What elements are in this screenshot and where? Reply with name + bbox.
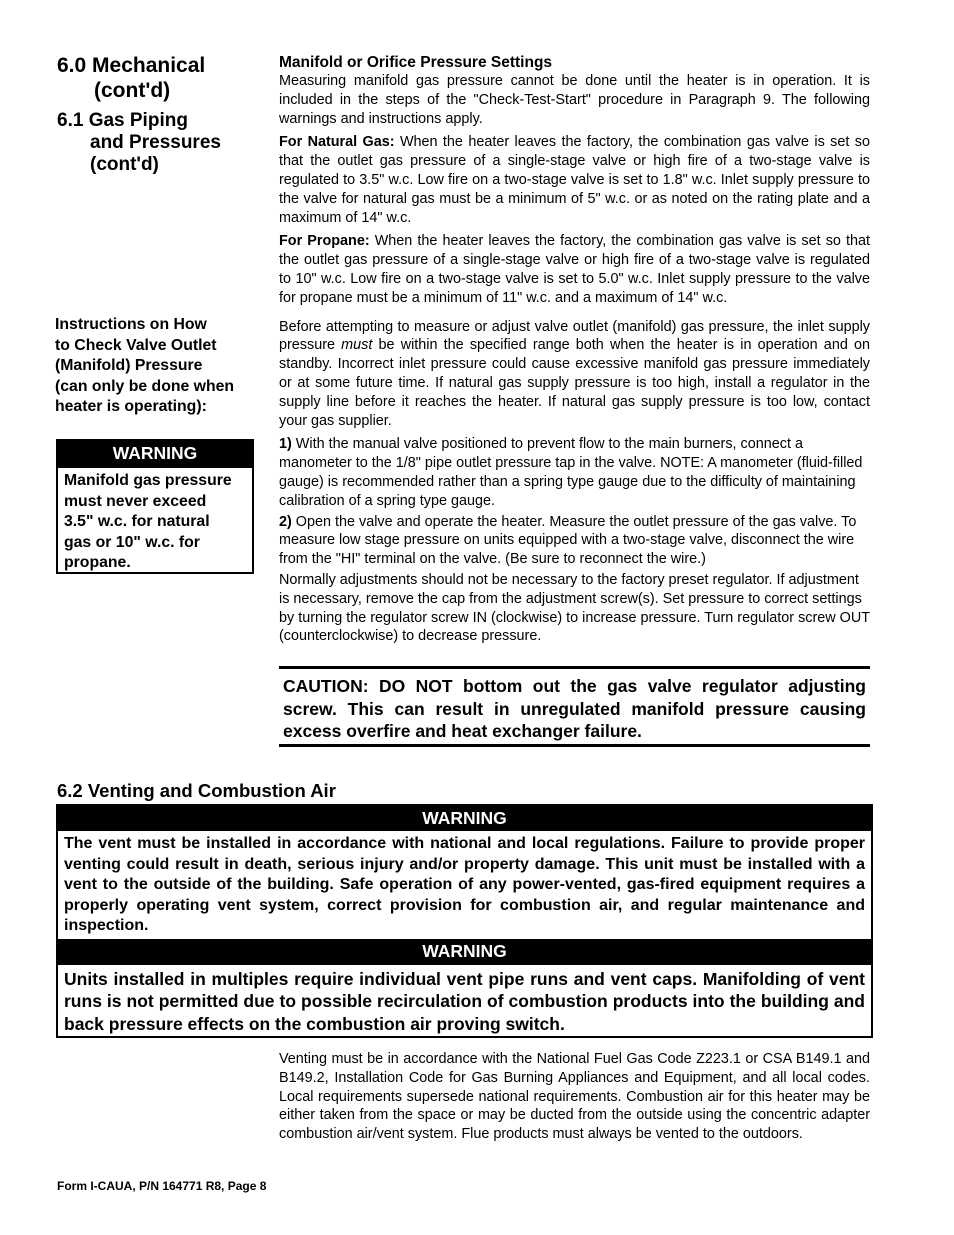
propane-paragraph bbox=[279, 232, 870, 307]
warning-label: WARNING bbox=[58, 441, 252, 466]
step-1 bbox=[279, 435, 870, 510]
section-heading-gas-piping bbox=[57, 110, 267, 176]
warning-line: Manifold gas pressure bbox=[64, 472, 232, 489]
before-text-a: Before attempting to measure or adjust valve outlet (manifold) gas pressure, the inlet supply pressure bbox=[279, 318, 870, 354]
warning-line: 3.5" w.c. for natural bbox=[64, 513, 210, 531]
natural-gas-text: When the heater leaves the factory, the combination gas valve is set so that the outlet gas pressure of a single-stage valve or high fire of a two-stage valve is regulated to 3.5" w.c. Low fire on a two-stage valve is set to 1.8" w.c. Inlet supply pressure to the valve for natural gas must be a minimum of 5" w.c. or as noted on the rating plate and a maximum of 14" w.c. bbox=[279, 134, 870, 226]
before-paragraph bbox=[279, 318, 870, 431]
manifold-title: Manifold or Orifice Pressure Settings bbox=[279, 54, 553, 71]
vent-warning-2-text: Units installed in multiples require individual vent pipe runs and vent caps. Manifolding of vent runs is not permitted due to possible recirculation of combustion products into the building and back pressure effects on the combustion air proving switch. bbox=[64, 968, 865, 1034]
vent-warning-1-label: WARNING bbox=[58, 806, 871, 831]
caution-box: CAUTION: DO NOT bottom out the gas valve regulator adjusting screw. This can result in unregulated manifold pressure causing excess overfire and heat exchanger failure. bbox=[279, 666, 870, 747]
before-emphasis: must bbox=[341, 337, 373, 354]
heading-line: (cont'd) bbox=[90, 154, 159, 175]
section-heading-mechanical bbox=[57, 53, 267, 103]
step-1-label: 1) bbox=[279, 436, 292, 453]
natural-gas-label: For Natural Gas: bbox=[279, 134, 395, 151]
natural-gas-paragraph bbox=[279, 133, 870, 227]
main-column bbox=[279, 53, 870, 651]
before-text-b: be within the specified range both when the heater is in operation and on standby. Incorrect inlet pressure could cause excessive manifold gas pressure immediately or at some future time. If natural gas supply pressure is too high, install a regulator in the supply line before it reaches the heater. If natural gas supply pressure is too low, contact your gas supplier. bbox=[279, 337, 870, 429]
heading-line: and Pressures bbox=[90, 132, 221, 153]
venting-heading: 6.2 Venting and Combustion Air bbox=[57, 780, 336, 801]
instructions-line: (Manifold) Pressure bbox=[55, 357, 203, 375]
heading-line: 6.0 Mechanical bbox=[57, 54, 206, 77]
instructions-line: to Check Valve Outlet bbox=[55, 336, 217, 354]
warning-line: propane. bbox=[64, 554, 131, 572]
step-2-text: Open the valve and operate the heater. Measure the outlet pressure of the gas valve. To measure low stage pressure on units equipped with a two-stage valve, disconnect the wire from the "HI" terminal on the valve. (Be sure to reconnect the wire.) bbox=[279, 513, 857, 568]
manifold-warning-box bbox=[56, 439, 254, 574]
propane-label: For Propane: bbox=[279, 233, 370, 250]
warning-line: gas or 10" w.c. for bbox=[64, 533, 200, 551]
instructions-line: heater is operating): bbox=[55, 398, 207, 416]
heading-line: (cont'd) bbox=[94, 79, 171, 102]
step-2 bbox=[279, 513, 870, 569]
venting-body: Venting must be in accordance with the National Fuel Gas Code Z223.1 or CSA B149.1 and B149.2, Installation Code for Gas Burning Appliances and Equipment, and all local codes. Local requirements supersede national requirements. Combustion air for this heater may be either taken from the space or may be ducted from the outside using the concentric adapter combustion air/vent system. Flue products must always be vented to the outdoors. bbox=[279, 1051, 870, 1143]
venting-warnings-box bbox=[56, 804, 873, 1038]
intro-paragraph: Measuring manifold gas pressure cannot be done until the heater is in operation. It is included in the steps of the "Check-Test-Start" procedure in Paragraph 9. The following warnings and instructions apply. bbox=[279, 73, 870, 127]
heading-line: 6.1 Gas Piping bbox=[57, 110, 188, 131]
vent-warning-1-text: The vent must be installed in accordance with national and local regulations. Failure to provide proper venting could result in death, serious injury and/or property damage. This unit must be installed with a vent to the outside of the building. Safe operation of any power-vented, gas-fired equipment requires a properly operating vent system, correct provision for combustion air, and regular maintenance and inspection. bbox=[64, 835, 865, 935]
step-2-label: 2) bbox=[279, 513, 292, 530]
warning-line: must never exceed bbox=[64, 492, 207, 510]
instructions-line: Instructions on How bbox=[55, 316, 207, 333]
propane-text: When the heater leaves the factory, the combination gas valve is set so that the outlet gas pressure of a single-stage valve or high fire of a two-stage valve is regulated to 10" w.c. Low fire on a two-stage valve is set to 5.0" w.c. Inlet supply pressure to the valve for propane must be a minimum of 11" w.c. and a maximum of 14" w.c. bbox=[279, 233, 870, 306]
step-1-text: With the manual valve positioned to prevent flow to the main burners, connect a manometer to the 1/8" pipe outlet pressure tap in the valve. NOTE: A manometer (fluid-filled gauge) is recommended rather than a spring type gauge due to the difficulty of maintaining calibration of a spring type gauge. bbox=[279, 436, 863, 509]
vent-warning-2-label: WARNING bbox=[58, 939, 871, 965]
normally-paragraph: Normally adjustments should not be necessary to the factory preset regulator. If adjustment is necessary, remove the cap from the adjustment screw(s). Set pressure to correct settings by turning the regulator screw IN (clockwise) to increase pressure. Turn regulator screw OUT (counterclockwise) to decrease pressure. bbox=[279, 571, 870, 645]
page-footer: Form I-CAUA, P/N 164771 R8, Page 8 bbox=[57, 1179, 267, 1193]
warning-text bbox=[58, 466, 252, 574]
instructions-line: (can only be done when bbox=[55, 377, 235, 395]
instructions-heading bbox=[55, 315, 260, 418]
